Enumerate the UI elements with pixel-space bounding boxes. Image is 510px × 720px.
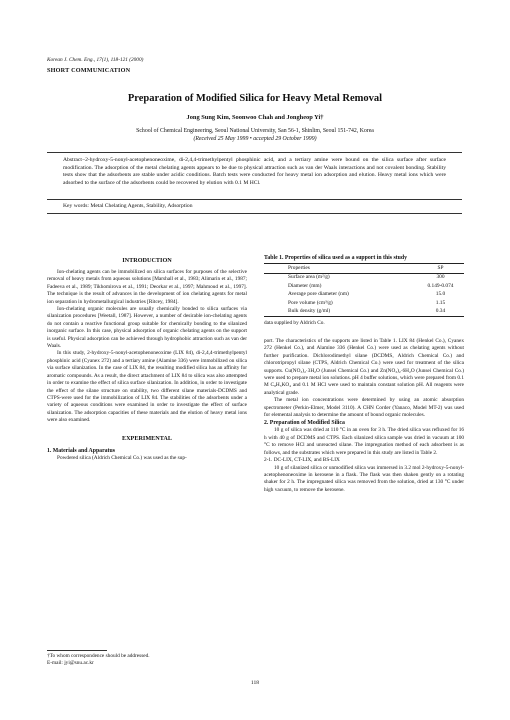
table-cell-property: Diameter (mm) xyxy=(288,282,322,289)
paper-title: Preparation of Modified Silica for Heavy Metal Removal xyxy=(127,93,383,104)
preparation-paragraph: 10 g of silica was dried at 110 °C in an oven for 3 h. The dried silica was refluxed for 16 h with 40 g of DCDMS and CTPS. Each silanized silica sample was dried in vacuum at 100 °C to remove HCl and unreacted silane. The impregnation method of each adsorbent is as follows, and the substrates which were prepared in this study are listed in Table 2. xyxy=(264,427,464,456)
page-number: 118 xyxy=(250,680,260,686)
experimental-heading: EXPERIMENTAL xyxy=(121,434,173,442)
received-dates: (Received 25 May 1999 • accepted 29 October 1999) xyxy=(193,136,317,142)
lix-paragraph: 10 g of silanized silica or unmodified silica was immersed in 3.2 mol 2-hydroxy-5-nonyl-acetophenoneoxime in kerosene in a flask. The flask was then shaken gently on a rotating shaker for 2 h. The impregnated silica was removed from the solution, dried at 130 °C under high vacuum, to remove the kerosene. xyxy=(264,464,464,493)
intro-paragraph-2: Ion-chelating organic molecules are usually chemically bonded to silica surfaces via silanization procedures [Weetall, 1987]. However, a number of desirable ion-chelating agents do not contain a reactive functional group suitable for chemically bonding to the silanized inorganic surface. In this case, physical adsorption of organic chelating agents on the support is useful. Physical adsorption can be achieved through hydrophobic attraction such as van der Waals. xyxy=(47,306,247,350)
article-type: SHORT COMMUNICATION xyxy=(47,67,131,74)
table-row xyxy=(264,282,464,291)
table-header-sp: SP xyxy=(437,264,444,271)
right-column xyxy=(264,255,464,494)
table-cell-value: 300 xyxy=(436,274,445,280)
left-column xyxy=(47,255,247,462)
materials-continued-paragraph: port. The characteristics of the supports are listed in Table 1. LIX 84 (Henkel Co.), Cyanex 272 (Henkel Co.), and Alamine 336 (Henkel Co.) were used as chelating agents without further purification. Dichlorodimethyl silane (DCDMS, Aldrich Chemical Co.) and chlorotripropyl silane (CTPS, Aldrich Chemical Co.) were used for treatment of the silica supports. Cu(NO₃)₂·3H₂O (Junsei Chemical Co.) and Zn(NO₃)₂·6H₂O (Junsei Chemical Co.) were used to prepare metal ion solutions. pH 4 buffer solutions, which were prepared from 0.1 M C₈H₅KO₄ and 0.1 M HCl were used to maintain constant solution pH. All reagents were analytical grade. xyxy=(264,338,464,396)
introduction-heading: INTRODUCTION xyxy=(122,257,172,264)
footnote-rule xyxy=(47,650,107,651)
intro-paragraph-3: In this study, 2-hydroxy-5-nonyl-acetophenoneoxime (LIX 84), di-2,4,4-trimethylpentyl phosphinic acid (Cyanex 272) and a tertiary amine (Alamine 336) were immobilized on silica via surface silanization. In the case of LIX 84, the resulting modified silica has an affinity for aromatic compounds. As a result, the direct attachment of LIX 84 to silica was also attempted in order to examine the effect of silica surface silanization. In addition, in order to investigate the effect of the silane structure on stability, two different silane materials-DCDMS and CTPS-were used for the immobilization of LIX 84. The stabilities of the adsorbents under a variety of aqueous conditions were examined in order to investigate the effect of surface silanization. The adsorption capacities of these materials and the elution of heavy metal ions were also examined. xyxy=(47,350,247,424)
materials-subheading: 1. Materials and Apparatus xyxy=(47,447,115,454)
keywords: Key words: Metal Chelating Agents, Stability, Adsorption xyxy=(63,203,193,209)
preparation-subheading: 2. Preparation of Modified Silica xyxy=(264,420,345,427)
table-row xyxy=(264,273,464,282)
table-title: Table 1. Properties of silica used as a support in this study xyxy=(264,255,408,261)
table-row xyxy=(264,308,464,317)
table-header-properties: Properties xyxy=(288,264,310,271)
table-cell-property: Bulk density (g/ml) xyxy=(288,308,331,314)
affiliation: School of Chemical Engineering, Seoul National University, San 56-1, Shinlim, Seoul 151-742, Korea xyxy=(136,128,374,134)
lix-subheading: 2-1. DC-LIX, CT-LIX, and BS-LIX xyxy=(264,457,340,464)
intro-paragraph-1: Ion-chelating agents can be immobilized on silica surfaces for purposes of the selective removal of heavy metals from aqueous solutions [Marshall et al., 1983; Alimarin et al., 1987; Fadeeva et al., 1989; Tikhomirova et al., 1991; Deorkar et al., 1997; Mahmoud et al., 1997]. The technique is the result of advances in the development of ion chelating agents for metal ion separation in hydrometallurgical industries [Ritcey, 1984]. xyxy=(47,269,247,305)
table-cell-value: 0.34 xyxy=(435,308,446,314)
table-row xyxy=(264,299,464,308)
materials-paragraph: Powdered silica (Aldrich Chemical Co.) was used as the sup- xyxy=(57,454,187,461)
middle-rule xyxy=(47,199,462,200)
email-line: E-mail: jyi@snu.ac.kr xyxy=(47,660,94,667)
table-cell-value: 0.149-0.074 xyxy=(427,282,454,289)
abstract: Abstract−2-hydroxy-5-nonyl-acetophenoneoxime, di-2,4,4-trimethylpentyl phosphinic acid, and a tertiary amine were bound on the silica surface after surface modification. The adsorption of the metal chelating agents appears to be due to physical attraction such as van der Waals interactions and not covalent bonding. Stability tests show that the adsorbents are stable under acidic conditions. Batch tests were conducted for heavy metal ion adsorption and elution. Heavy metal ions which were adsorbed to the surface of the adsorbents could be recovered by elution with 0.1 M HCl. xyxy=(63,157,446,186)
properties-table xyxy=(264,263,464,317)
table-note: data supplied by Aldrich Co. xyxy=(264,320,325,326)
correspondence-note: †To whom correspondence should be addressed. xyxy=(47,653,150,659)
instrument-paragraph: The metal ion concentrations were determined by using an atomic absorption spectrometer (Perkin-Elmer, Model 3110). A CHN Corder (Yanaco, Model MT-2) was used for elemental analysis to determine the amount of bound organic molecules. xyxy=(264,397,464,419)
table-cell-property: Average pore diameter (nm) xyxy=(288,291,349,297)
table-cell-value: 15.0 xyxy=(435,291,446,297)
footnote xyxy=(47,653,247,668)
top-rule xyxy=(47,152,462,153)
table-cell-property: Pore volume (cm³/g) xyxy=(288,299,333,306)
journal-citation: Korean J. Chem. Eng., 17(1), 118-121 (2000) xyxy=(47,57,144,63)
table-cell-value: 1.15 xyxy=(435,299,446,306)
table-row xyxy=(264,291,464,300)
bottom-rule xyxy=(47,213,462,214)
table-cell-property: Surface area (m²/g) xyxy=(288,274,330,280)
table-header-row xyxy=(264,264,464,274)
authors: Jong Sung Kim, Soonwoo Chah and Jongheop Yi† xyxy=(186,114,324,121)
